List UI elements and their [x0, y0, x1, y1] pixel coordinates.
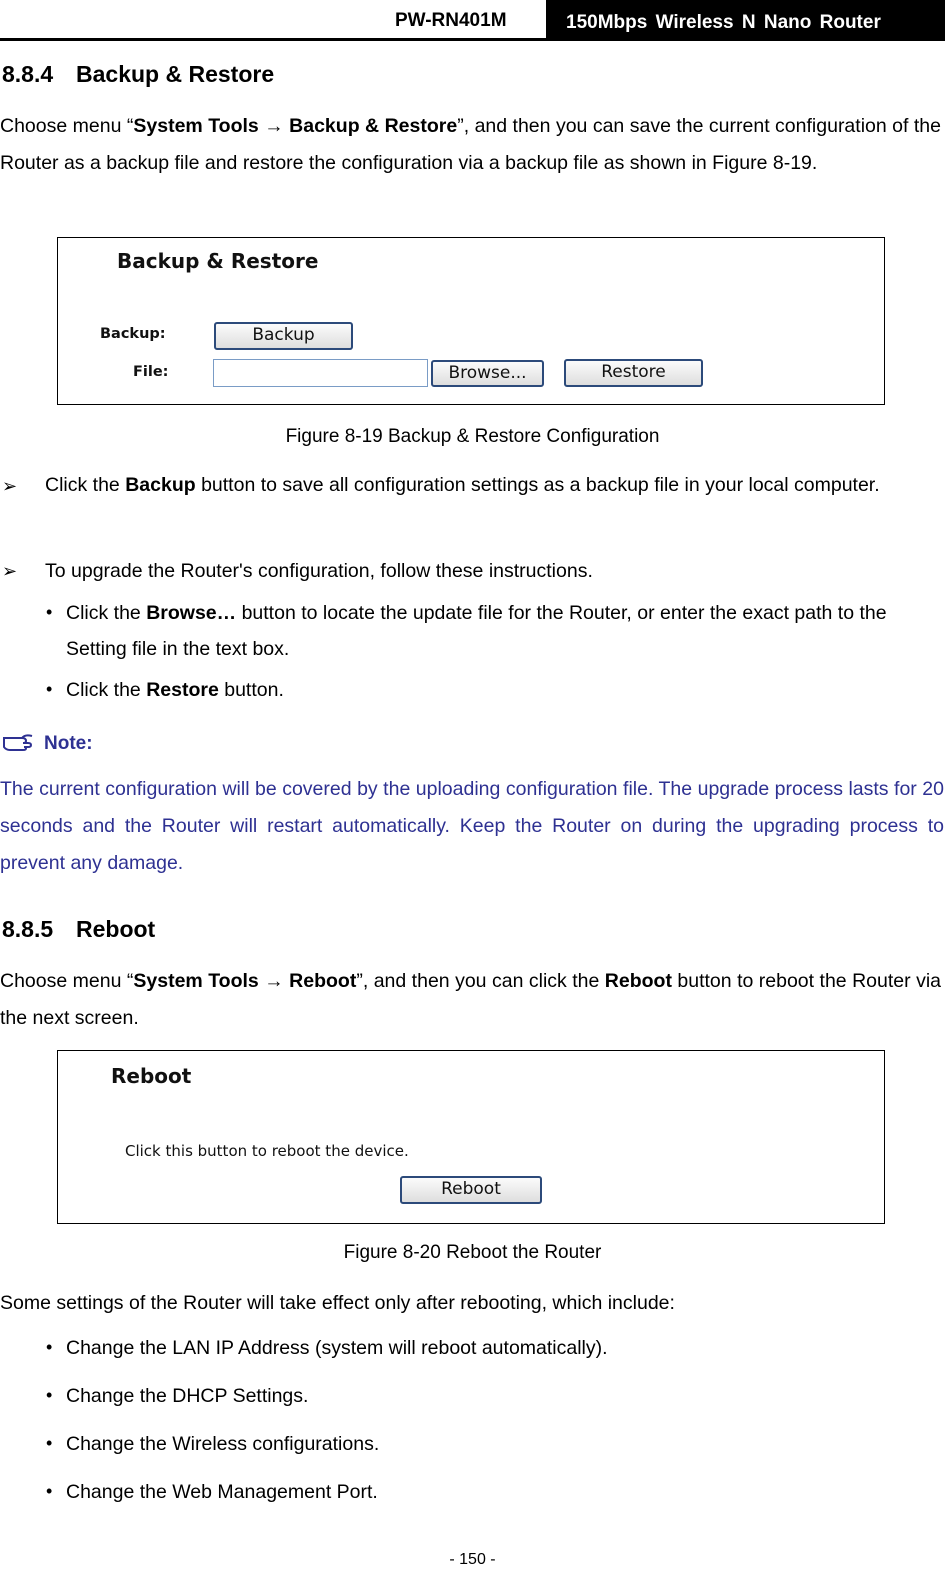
bullet-dot-icon: •	[46, 602, 53, 622]
header-title: 150Mbps Wireless N Nano Router	[546, 0, 945, 38]
restore-button[interactable]: Restore	[564, 359, 703, 387]
bullet-text: Click the	[45, 474, 126, 496]
bullet-dot-icon: •	[46, 1433, 53, 1453]
intro-text-b: ”, and then you can click the	[356, 970, 605, 992]
pointing-hand-icon	[2, 733, 36, 751]
intro-text-a: Choose menu “	[0, 115, 134, 137]
bullet-dot-icon: •	[46, 1385, 53, 1405]
header-model: PW-RN401M	[395, 10, 507, 31]
bullet-text: Click the	[66, 602, 147, 624]
bullet-text: Click the	[66, 679, 147, 701]
list-item: Change the LAN IP Address (system will reboot automatically).	[66, 1337, 608, 1359]
note-text: The current configuration will be covered by the uploading configuration file. The upgrade process lasts for 20 seconds and the Router will restart automatically. Keep the Router on during the upgrading process to prevent any damage.	[0, 778, 944, 874]
bullet-text: button to locate the update file for the Router, or enter the exact path to the Setting file in the text box.	[66, 602, 887, 660]
list-item: Change the Wireless configurations.	[66, 1433, 380, 1455]
backup-restore-panel-title: Backup & Restore	[117, 249, 319, 273]
closing-intro: Some settings of the Router will take effect only after rebooting, which include:	[0, 1292, 675, 1314]
reboot-figure	[57, 1050, 885, 1224]
header-rule	[0, 38, 945, 41]
bullet-dot-icon: •	[46, 1481, 53, 1501]
section-title: Backup & Restore	[76, 61, 275, 87]
reboot-intro-paragraph	[0, 963, 941, 1037]
bullet-upgrade: To upgrade the Router's configuration, follow these instructions.	[45, 560, 593, 582]
figure-caption-8-19: Figure 8-19 Backup & Restore Configuration	[285, 426, 660, 447]
bullet-bold: Restore	[146, 679, 219, 701]
browse-button[interactable]: Browse...	[431, 360, 544, 387]
section-title: Reboot	[76, 916, 156, 942]
bullet-bold: Backup	[125, 474, 196, 496]
bullet-backup	[45, 467, 925, 503]
arrow-bullet-icon: ➢	[2, 561, 18, 581]
reboot-instruction-text: Click this button to reboot the device.	[125, 1142, 409, 1160]
file-path-input[interactable]	[213, 359, 428, 387]
note-heading	[2, 733, 93, 755]
intro-menu-path: System Tools → Backup & Restore	[133, 115, 458, 137]
intro-text-c: button to reboot the Router via the next screen.	[0, 970, 941, 1029]
figure-caption-8-20: Figure 8-20 Reboot the Router	[343, 1242, 602, 1263]
subbullet-restore	[66, 672, 936, 708]
section-number: 8.8.4	[2, 61, 54, 87]
bullet-dot-icon: •	[46, 679, 53, 699]
backup-restore-figure	[57, 237, 885, 405]
bullet-text: button.	[218, 679, 284, 701]
intro-text-a: Choose menu “	[0, 970, 134, 992]
bullet-dot-icon: •	[46, 1337, 53, 1357]
list-item: Change the Web Management Port.	[66, 1481, 378, 1503]
bullet-bold: Browse…	[146, 602, 237, 624]
section-heading-reboot	[2, 916, 155, 943]
subbullet-browse	[66, 595, 936, 667]
list-item: Change the DHCP Settings.	[66, 1385, 309, 1407]
intro-bold: Reboot	[604, 970, 672, 992]
page-number: - 150 -	[449, 1551, 496, 1568]
reboot-button[interactable]: Reboot	[400, 1176, 542, 1204]
file-label: File:	[133, 364, 169, 380]
backup-intro-paragraph	[0, 108, 941, 182]
backup-button[interactable]: Backup	[214, 322, 353, 350]
reboot-panel-title: Reboot	[111, 1064, 192, 1088]
arrow-bullet-icon: ➢	[2, 476, 18, 496]
section-number: 8.8.5	[2, 916, 54, 942]
bullet-text: button to save all configuration settings as a backup file in your local computer.	[195, 474, 880, 496]
note-label: Note:	[44, 733, 93, 754]
backup-label: Backup:	[100, 326, 166, 342]
intro-menu-path: System Tools → Reboot	[133, 970, 357, 992]
intro-text-b: ”, and then you can save the current configuration of the Router as a backup file and restore the configuration via a backup file as shown in Figure 8-19.	[0, 115, 941, 174]
section-heading-backup-restore	[2, 61, 274, 88]
